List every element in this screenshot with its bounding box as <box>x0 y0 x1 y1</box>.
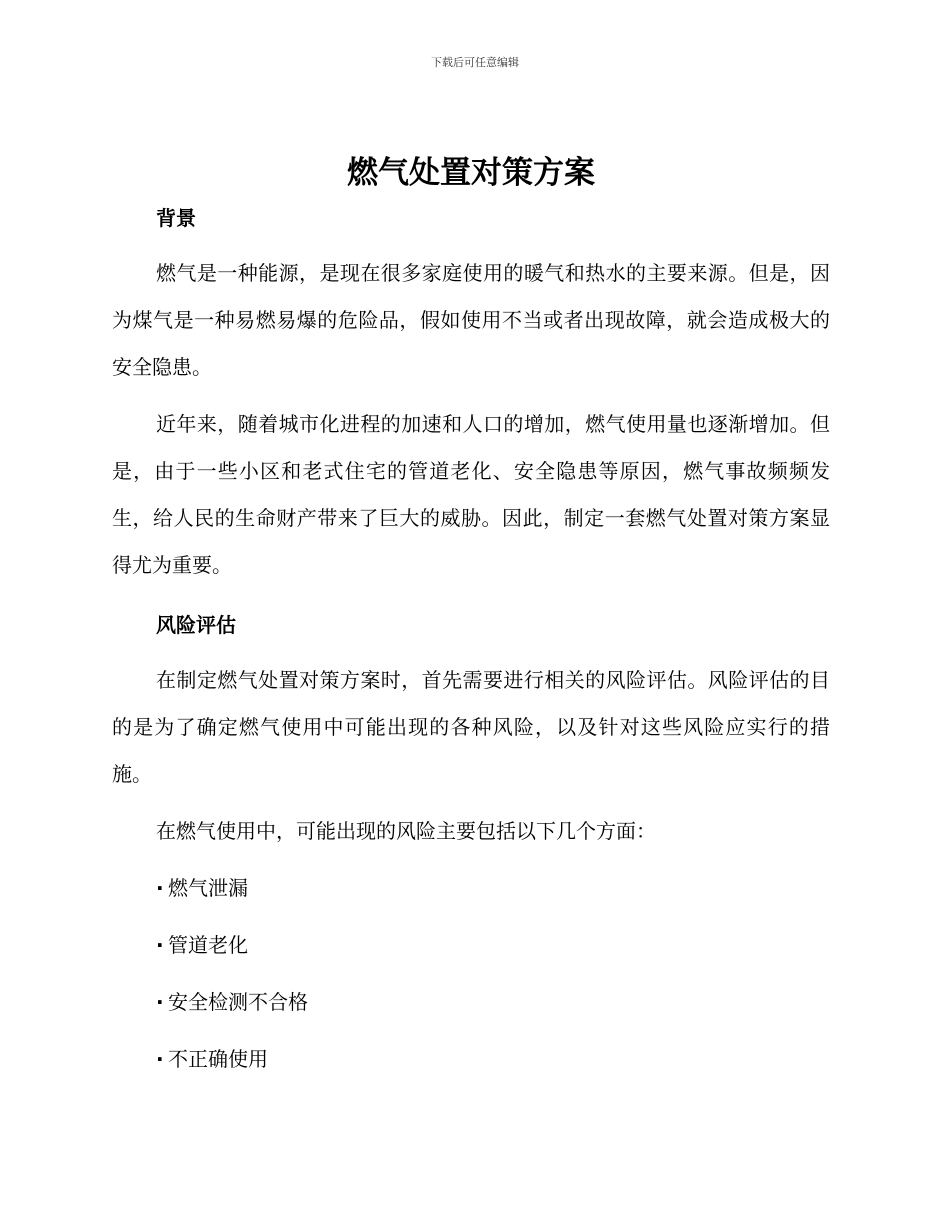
section-heading-risk-assessment: 风险评估 <box>156 613 236 637</box>
list-item <box>112 1036 830 1083</box>
bullet-marker: · <box>156 1047 164 1071</box>
header-note: 下载后可任意编辑 <box>431 56 519 69</box>
list-item-text: 安全检测不合格 <box>168 990 308 1014</box>
list-item-text: 不正确使用 <box>168 1047 268 1071</box>
paragraph: 燃气是一种能源，是现在很多家庭使用的暖气和热水的主要来源。但是，因为煤气是一种易燃易爆的危险品，假如使用不当或者出现故障，就会造成极大的安全隐患。 <box>112 261 830 379</box>
bullet-marker: · <box>156 876 164 900</box>
list-item <box>112 979 830 1026</box>
paragraph: 在制定燃气处置对策方案时，首先需要进行相关的风险评估。风险评估的目的是为了确定燃气使用中可能出现的各种风险，以及针对这些风险应实行的措施。 <box>112 668 830 786</box>
document-body <box>112 150 830 1093</box>
list-item-text: 燃气泄漏 <box>168 876 248 900</box>
paragraph: 近年来，随着城市化进程的加速和人口的增加，燃气使用量也逐渐增加。但是，由于一些小区和老式住宅的管道老化、安全隐患等原因，燃气事故频频发生，给人民的生命财产带来了巨大的威胁。因此，制定一套燃气处置对策方案显得尤为重要。 <box>112 412 830 577</box>
list-item <box>112 865 830 912</box>
paragraph: 在燃气使用中，可能出现的风险主要包括以下几个方面： <box>156 819 656 843</box>
list-item <box>112 922 830 969</box>
bullet-marker: · <box>156 990 164 1014</box>
list-item-text: 管道老化 <box>168 933 248 957</box>
risk-list <box>112 865 830 1083</box>
bullet-marker: · <box>156 933 164 957</box>
document-title: 燃气处置对策方案 <box>347 155 595 191</box>
section-heading-background: 背景 <box>156 206 196 230</box>
